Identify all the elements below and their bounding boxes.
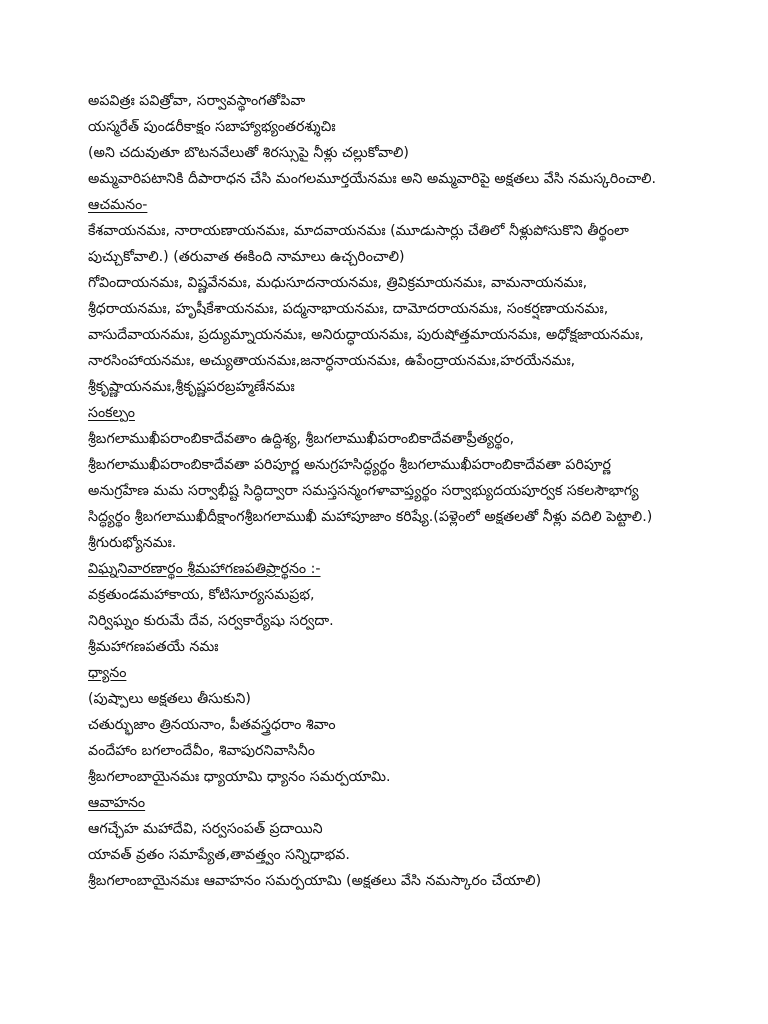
text-line: యావత్ వ్రతం సమాప్యేత,తావత్త్వం సన్నిధాభవ. bbox=[88, 847, 350, 863]
text-line: (పుష్పాలు అక్షతలు తీసుకుని) bbox=[88, 691, 251, 707]
text-line: శ్రీకృష్ణాయనమః,శ్రీకృష్ణపరబ్రహ్మణేనమః bbox=[88, 379, 295, 395]
text-line: అనుగ్రహేణ మమ సర్వాభీష్ట సిద్ధిద్వారా సమస్తసన్మంగళావాప్త్యర్థం సర్వాభ్యుదయపూర్వక సకలసౌభాగ్య bbox=[88, 483, 639, 499]
text-line: వక్రతుండమహాకాయ, కోటిసూర్యసమప్రభ, bbox=[88, 587, 315, 603]
text-line: యస్మరేత్ పుండరీకాక్షం సబాహ్యాభ్యంతరశ్శుచిః bbox=[88, 119, 336, 135]
text-line: వందేహాం బగలాందేవీం, శివాపురనివాసినీం bbox=[88, 743, 315, 759]
text-line: పుచ్చుకోవాలి.) (తరువాత ఈకింది నామాలు ఉచ్చరించాలి) bbox=[88, 249, 405, 265]
document-body bbox=[88, 88, 708, 894]
text-line: కేశవాయనమః, నారాయణాయనమః, మాదవాయనమః (మూడుసార్లు చేతిలో నీళ్లుపోసుకొని తీర్థంలా bbox=[88, 223, 629, 239]
text-line: అపవిత్రః పవిత్రోవా, సర్వావస్థాంగతోపివా bbox=[88, 93, 306, 109]
text-line: వాసుదేవాయనమః, ప్రద్యుమ్నాయనమః, అనిరుద్ధాయనమః, పురుషోత్తమాయనమః, అధోక్షజాయనమః, bbox=[88, 327, 644, 343]
section-heading: ఆవాహనం bbox=[88, 795, 146, 811]
text-line: శ్రీగురుభ్యోనమః. bbox=[88, 535, 177, 551]
section-heading: ఆచమనం- bbox=[88, 197, 148, 213]
text-line: శ్రీమహాగణపతయే నమః bbox=[88, 639, 219, 655]
text-line: చతుర్భుజాం త్రినయనాం, పీతవస్త్రధరాం శివాం bbox=[88, 717, 336, 733]
text-line: శ్రీబగలాంబాయైనమః ధ్యాయామి ధ్యానం సమర్పయామి. bbox=[88, 769, 391, 785]
text-line: శ్రీబగలాముఖీపరాంబికాదేవతాం ఉద్దిశ్య, శ్రీబగలాముఖీపరాంబికాదేవతాప్రీత్యర్థం, bbox=[88, 431, 515, 447]
text-line: నిర్విఘ్నం కురుమే దేవ, సర్వకార్యేషు సర్వదా. bbox=[88, 613, 334, 629]
text-line: సిద్ధ్యర్థం శ్రీబగలాముఖీదీక్షాంగశ్రీబగలాముఖీ మహాపూజాం కరిష్యే.(పళ్లెంలో అక్షతలతో నీళ్లు వదిలి పెట్టాలి.) bbox=[88, 509, 653, 525]
text-line: నారసింహాయనమః, అచ్యుతాయనమః,జనార్ధనాయనమః, ఉపేంద్రాయనమః,హరయేనమః, bbox=[88, 353, 576, 369]
section-heading: సంకల్పం bbox=[88, 405, 135, 421]
section-heading: ధ్యానం bbox=[88, 665, 127, 681]
text-line: శ్రీబగలాంబాయైనమః ఆవాహనం సమర్పయామి (అక్షతలు వేసి నమస్కారం చేయాలి) bbox=[88, 873, 542, 889]
text-line: శ్రీధరాయనమః, హృషీకేశాయనమః, పద్మనాభాయనమః, దామోదరాయనమః, సంకర్షణాయనమః, bbox=[88, 301, 609, 317]
text-line: అమ్మవారిపటానికి దీపారాధన చేసి మంగలమూర్తయేనమః అని అమ్మవారిపై అక్షతలు వేసి నమస్కరించాలి. bbox=[88, 171, 656, 187]
text-line: శ్రీబగలాముఖీపరాంబికాదేవతా పరిపూర్ణ అనుగ్రహసిద్ధ్యర్థం శ్రీబగలాముఖీపరాంబికాదేవతా పరిపూర్ణ bbox=[88, 457, 611, 473]
text-line: (అని చదువుతూ బొటనవేలుతో శిరస్సుపై నీళ్లు చల్లుకోవాలి) bbox=[88, 145, 409, 161]
text-line: గోవిందాయనమః, విష్ణవేనమః, మధుసూదనాయనమః, త్రివిక్రమాయనమః, వామనాయనమః, bbox=[88, 275, 588, 291]
section-heading: విఘ్ననివారణార్థం శ్రీమహాగణపతిప్రార్థనం :- bbox=[88, 561, 321, 577]
text-line: ఆగచ్ఛేహ మహాదేవి, సర్వసంపత్ ప్రదాయిని bbox=[88, 821, 323, 837]
